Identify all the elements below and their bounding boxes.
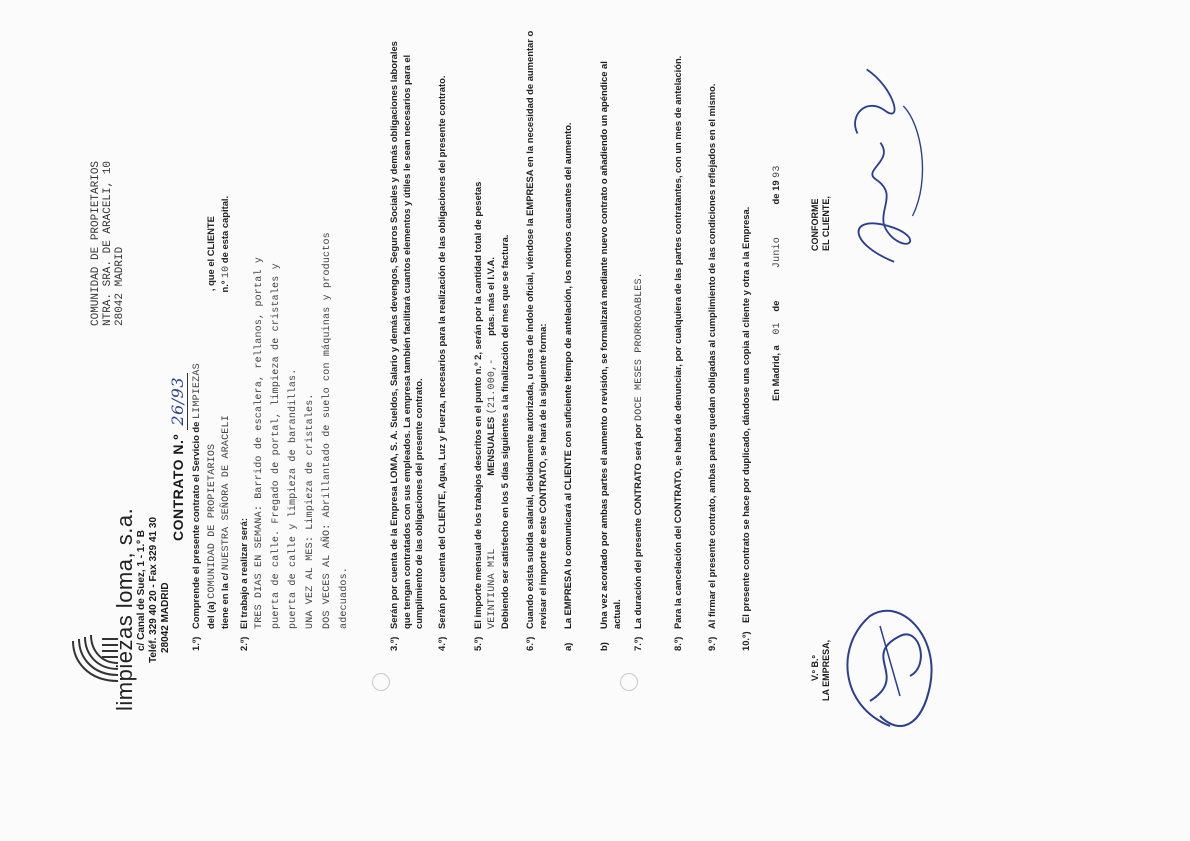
clause-text: de esta capital. <box>219 195 230 264</box>
clause-number: 6.º) <box>524 636 535 651</box>
clause-number: 2.º) <box>238 636 249 651</box>
clause-text: Serán por cuenta del CLIENTE, Agua, Luz y Fuerza, necesarios para la realización de las obligaciones del presente contrato. <box>436 75 447 629</box>
clause-6b <box>598 11 626 651</box>
clause-text: Para la cancelación del CONTRATO, se habrá de denunciar, por cualquiera de las partes contratantes, con un mes de antelación. <box>672 55 683 629</box>
date-year: 93 <box>772 165 783 178</box>
client-street: NTRA. SRA. DE ARACELI, 10 <box>102 160 114 326</box>
clause-10 <box>740 11 756 651</box>
contract-title <box>168 373 187 541</box>
contract-label: CONTRATO N.º <box>170 433 186 541</box>
work-line: UNA VEZ AL MES: Limpieza de cristales. <box>304 393 316 629</box>
clause-2 <box>238 11 348 651</box>
duration-value: DOCE MESES PRORROGABLES. <box>634 272 645 421</box>
clause-6a <box>562 11 590 651</box>
contract-number: 26/93 <box>168 373 188 430</box>
clause-text: , que el CLIENTE <box>204 216 216 292</box>
clause-number: 7.º) <box>632 636 643 651</box>
date-month: Junio <box>772 237 783 269</box>
signature-label: LA EMPRESA, <box>821 639 831 701</box>
clause-text: del (a) <box>204 601 216 629</box>
work-line: puerta de calle y limpieza de barandillas. <box>287 368 299 629</box>
street-number-value: 10 <box>221 265 232 279</box>
clause-number: 9.º) <box>706 636 717 651</box>
clause-number: 4.º) <box>436 636 447 651</box>
clause-number: 3.º) <box>388 636 399 651</box>
date-day: 01 <box>772 322 783 335</box>
date-line <box>770 21 784 401</box>
clause-text: MENSUALES <box>484 416 496 476</box>
sub-label: a) <box>562 642 573 651</box>
clause-text: La duración del presente CONTRATO será por <box>632 423 643 629</box>
signature-label: V.º B.º <box>810 655 820 681</box>
work-line: TRES DIAS EN SEMANA: Barrido de escalera, rellanos, portal y <box>253 256 265 629</box>
clause-text: ptas. más el I.V.A. <box>484 257 496 336</box>
sub-label: b) <box>598 642 609 651</box>
sub-text: La EMPRESA lo comunicará al CLIENTE con suficiente tiempo de antelación, los motivos causantes del aumento. <box>562 122 573 629</box>
clause-6 <box>524 11 552 651</box>
clause-4 <box>436 11 464 651</box>
sub-text: Una vez acordado por ambas partes el aumento o revisión, se formalizará mediante nuevo contrato o añadiendo un apéndice al actual. <box>598 61 622 629</box>
work-line: DOS VECES AL AÑO: Abrillantado de suelo con máquinas y productos <box>321 232 333 629</box>
client-value: COMUNIDAD DE PROPIETARIOS <box>206 443 218 599</box>
punch-hole <box>372 673 390 691</box>
client-signature-icon <box>830 41 940 281</box>
clause-title: El trabajo a realizar será: <box>238 518 249 629</box>
clause-text: El presente contrato se hace por duplicado, dándose una copia al cliente y otra a la Empresa. <box>740 206 751 623</box>
clause-7 <box>632 11 662 651</box>
client-signature-block <box>810 151 832 251</box>
punch-hole <box>620 673 638 691</box>
signature-label: EL CLIENTE, <box>821 196 831 251</box>
clause-text: tiene en la c/ <box>219 572 230 629</box>
clause-number: 8.º) <box>672 636 683 651</box>
clause-text: Al firmar el presente contrato, ambas partes quedan obligadas al cumplimiento de las condiciones reflejados en el mismo. <box>706 83 717 629</box>
company-city: 28042 MADRID <box>160 582 171 653</box>
company-address: c/ Canal de Suez, 1 - 1.º B <box>136 530 147 651</box>
street-value: NUESTRA SEÑORA DE ARACELI <box>221 415 232 571</box>
clause-text: Debiendo ser satisfecho en los 5 días siguientes a la finalización del mes que se factura. <box>499 234 510 629</box>
clause-5 <box>472 11 512 651</box>
clause-text: n.º <box>219 280 230 293</box>
company-signature-icon <box>830 586 950 746</box>
clause-number: 10.º) <box>740 631 751 651</box>
clause-3 <box>388 11 428 651</box>
client-name: COMUNIDAD DE PROPIETARIOS <box>90 160 102 326</box>
clause-number: 5.º) <box>472 636 483 651</box>
company-name: limpiezas loma, s.a. <box>112 507 137 711</box>
clause-1 <box>190 11 230 651</box>
service-value: LIMPIEZAS <box>192 363 203 420</box>
clause-9 <box>706 11 734 651</box>
client-city: 28042 MADRID <box>114 246 126 326</box>
date-prefix: En Madrid, a <box>770 345 781 401</box>
clause-text: Serán por cuenta de la Empresa LOMA, S. A. Sueldos, Salario y demás devengos, Seguros Sociales y demás obligaciones laborales que tengan contratados con sus empleados. La empresa también facilitará cuantos elementos y útiles le sean necesarios para el cumplimiento de las obligaciones del presente contrato. <box>388 41 424 629</box>
date-de: de 19 <box>770 180 781 205</box>
work-line: puerta de calle. Fregado de portal, limpieza de cristales y <box>270 263 282 629</box>
clause-text: El importe mensual de los trabajos descritos en el punto n.º 2, serán por la cantidad total de pesetas <box>472 181 483 629</box>
amount-value: (21.000,- <box>486 358 498 415</box>
clause-number: 1.º) <box>190 636 201 651</box>
clause-text: Comprende el presente contrato el Servicio de <box>190 421 201 629</box>
clause-text: Cuando exista subida salarial, debidamente autorizada, u otras de índole oficial, viéndose la EMPRESA en la necesidad de aumentar o revisar el importe de este CONTRATO, se hará de la siguiente forma: <box>524 30 548 629</box>
company-signature-block <box>810 601 832 701</box>
signature-label: CONFORME <box>810 198 820 251</box>
amount-words: VEINTIUNA MIL <box>486 548 498 629</box>
company-phone: Teléf. 329 40 20 - Fax 329 41 30 <box>148 516 159 663</box>
date-de: de <box>770 300 781 312</box>
work-line: adecuados. <box>338 566 350 629</box>
clause-8 <box>672 11 700 651</box>
